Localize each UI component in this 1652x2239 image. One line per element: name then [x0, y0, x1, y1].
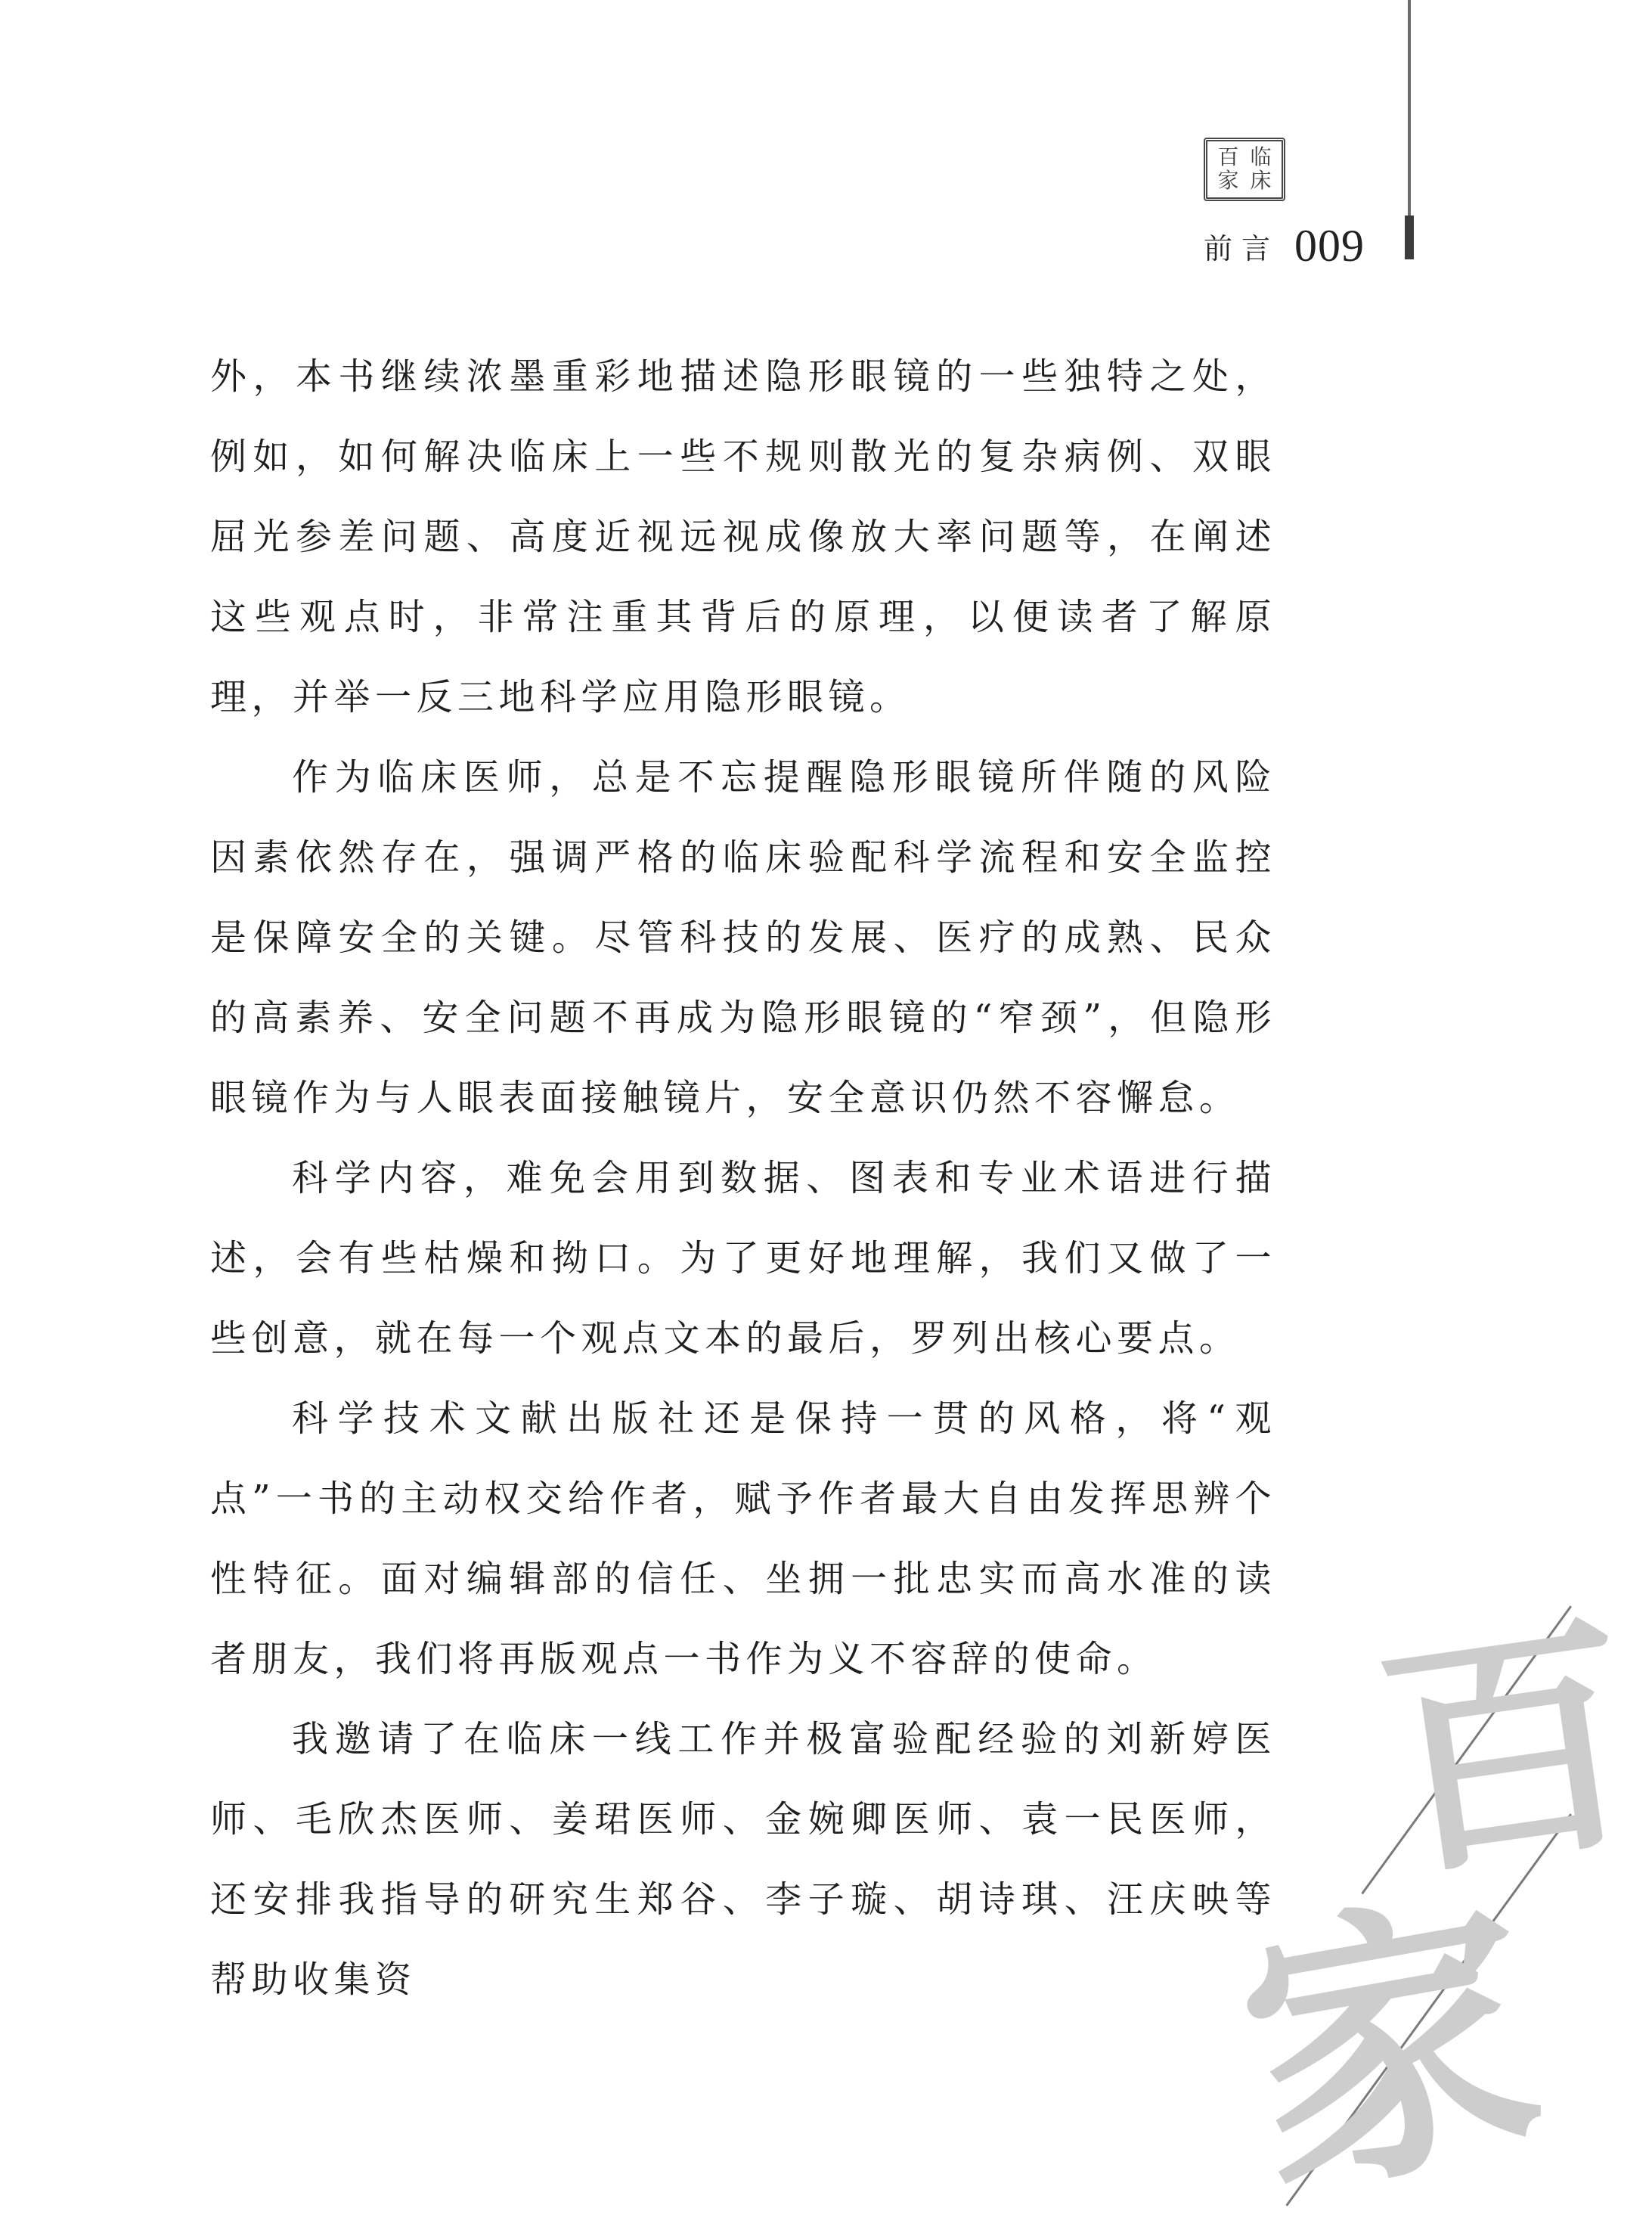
paragraph: 外，本书继续浓墨重彩地描述隐形眼镜的一些独特之处，例如，如何解决临床上一些不规则散光的复杂病例、双眼屈光参差问题、高度近视远视成像放大率问题等，在阐述这些观点时，非常注重其背后的原理，以便读者了解原理，并举一反三地科学应用隐形眼镜。: [210, 355, 1276, 718]
seal-char: 家: [1217, 168, 1239, 193]
seal-char: 床: [1250, 168, 1272, 193]
watermark-char: 百: [1364, 1589, 1652, 1912]
paragraph: 我邀请了在临床一线工作并极富验配经验的刘新婷医师、毛欣杰医师、姜珺医师、金婉卿医师、袁一民医师，还安排我指导的研究生郑谷、李子璇、胡诗琪、汪庆映等帮助收集资: [210, 1718, 1276, 2001]
page-number: 009: [1294, 220, 1365, 271]
watermark-char: 家: [1220, 1859, 1562, 2239]
seal-char: 百: [1217, 144, 1239, 169]
page-number-tab: [1405, 216, 1414, 259]
paragraph: 科学技术文献出版社还是保持一贯的风格，将“观点”一书的主动权交给作者，赋予作者最大自由发挥思辨个性特征。面对编辑部的信任、坐拥一批忠实而高水准的读者朋友，我们将再版观点一书作为义不容辞的使命。: [210, 1397, 1276, 1680]
series-seal-logo: [1204, 138, 1285, 201]
paragraph: 科学内容，难免会用到数据、图表和专业术语进行描述，会有些枯燥和拗口。为了更好地理解，我们又做了一些创意，就在每一个观点文本的最后，罗列出核心要点。: [210, 1157, 1276, 1360]
running-head: [1204, 219, 1365, 272]
body-text: [210, 336, 1276, 2020]
seal-grid: [1212, 146, 1277, 193]
section-label: 前言: [1204, 231, 1280, 265]
seal-char: 临: [1250, 144, 1272, 169]
paragraph: 作为临床医师，总是不忘提醒隐形眼镜所伴随的风险因素依然存在，强调严格的临床验配科学流程和安全监控是保障安全的关键。尽管科技的发展、医疗的成熟、民众的高素养、安全问题不再成为隐形眼镜的“窄颈”，但隐形眼镜作为与人眼表面接触镜片，安全意识仍然不容懈怠。: [210, 756, 1276, 1119]
